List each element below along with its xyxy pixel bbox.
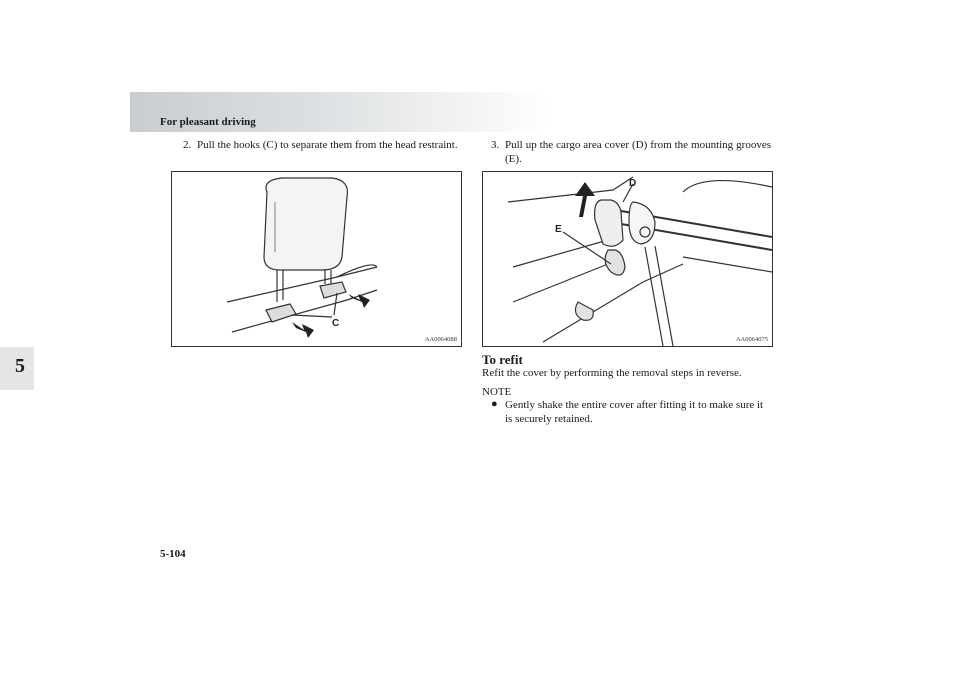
section-heading-refit: To refit: [482, 352, 523, 367]
callout-d: D: [629, 178, 637, 189]
step-3: [491, 138, 771, 166]
figure-code-right: AA0064075: [735, 336, 768, 343]
callout-e: E: [555, 224, 562, 235]
page-number: 5-104: [160, 548, 186, 560]
callout-c: C: [332, 318, 340, 329]
page-header-title: For pleasant driving: [160, 116, 256, 128]
step-2-number: 2.: [183, 139, 192, 151]
note-item: [491, 398, 772, 426]
refit-text: Refit the cover by performing the removal steps in reverse.: [482, 367, 742, 379]
head-restraint-illustration: [172, 172, 461, 346]
note-text: Gently shake the entire cover after fitting it to make sure it is securely retained.: [505, 399, 764, 425]
step-2-text: Pull the hooks (C) to separate them from the head restraint.: [197, 139, 458, 151]
figure-head-restraint: [171, 171, 462, 347]
step-2: [183, 138, 462, 152]
note-label: NOTE: [482, 386, 512, 398]
bullet-icon: ●: [491, 398, 498, 410]
figure-cargo-cover: [482, 171, 773, 347]
cargo-cover-illustration: [483, 172, 772, 346]
step-3-text: Pull up the cargo area cover (D) from the mounting grooves (E).: [505, 139, 771, 165]
step-3-number: 3.: [491, 139, 500, 151]
chapter-number: 5: [15, 355, 25, 377]
figure-code-left: AA0064088: [424, 336, 457, 343]
